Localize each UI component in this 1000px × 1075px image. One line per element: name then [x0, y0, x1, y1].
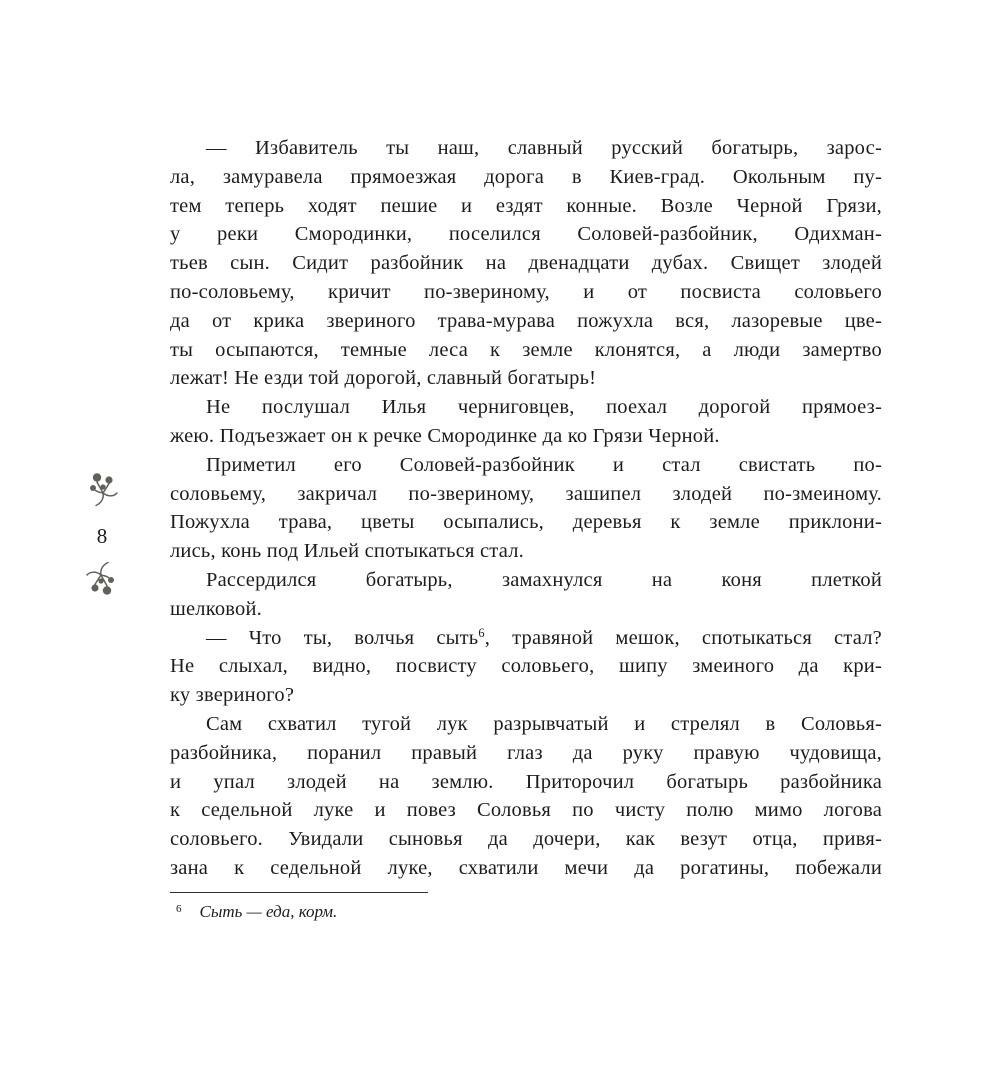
text-line: соловьего. Увидали сыновья да дочери, как везут отца, привя-: [170, 828, 882, 851]
text-line: разбойника, поранил правый глаз да руку правую чудовища,: [170, 741, 882, 764]
text-line: Не слыхал, видно, посвисту соловьего, шипу змеиного да кри-: [170, 655, 882, 678]
berry-sprig-ornament-icon: [84, 560, 118, 596]
text-line: ты осыпаются, темные леса к земле клонятся, а люди замертво: [170, 338, 882, 361]
text-line: Пожухла трава, цветы осыпались, деревья к земле приклони-: [170, 511, 882, 534]
text-line: соловьему, закричал по-звериному, зашипел злодей по-змеиному.: [170, 482, 882, 505]
body-text: [170, 134, 882, 883]
text-line: — Избавитель ты наш, славный русский богатырь, зарос-: [206, 137, 882, 159]
text-line: лись, конь под Ильей спотыкаться стал.: [170, 540, 524, 563]
text-line: Приметил его Соловей-разбойник и стал свистать по-: [206, 453, 882, 476]
page-number: 8: [96, 524, 108, 548]
text-line: — Что ты, волчья сыть$^6$, травяной мешок, спотыкаться стал?: [206, 625, 882, 649]
text-line: и упал злодей на землю. Приторочил богатырь разбойника: [170, 770, 882, 793]
text-line: лежат! Не езди той дорогой, славный богатырь!: [170, 367, 597, 390]
footnote-marker: 6: [176, 903, 182, 915]
text-line: по-соловьему, кричит по-звериному, и от посвиста соловьего: [170, 280, 882, 303]
text-line: Рассердился богатырь, замахнулся на коня плеткой: [206, 568, 882, 591]
text-line: у реки Смородинки, поселился Соловей-разбойник, Одихман-: [170, 223, 882, 246]
text-line: Сам схватил тугой лук разрывчатый и стрелял в Соловья-: [206, 712, 882, 735]
text-line: жею. Подъезжает он к речке Смородинке да ко Грязи Черной.: [170, 424, 720, 447]
footnote-line: [170, 901, 882, 923]
text-line: ла, замуравела прямоезжая дорога в Киев-град. Окольным пу-: [170, 165, 882, 188]
text-line: тем теперь ходят пешие и ездят конные. Возле Черной Грязи,: [170, 194, 882, 217]
text-line: зана к седельной луке, схватили мечи да рогатины, побежали: [170, 856, 882, 879]
footnote-text: Сыть — еда, корм.: [199, 902, 338, 921]
footnote-separator: [170, 892, 428, 893]
berry-sprig-ornament-icon: [86, 472, 120, 508]
text-line: тьев сын. Сидит разбойник на двенадцати дубах. Свищет злодей: [170, 252, 882, 275]
text-line: шелковой.: [170, 597, 263, 620]
text-line: к седельной луке и повез Соловья по чисту полю мимо логова: [170, 799, 882, 822]
text-line: Не послушал Илья черниговцев, поехал дорогой прямоез-: [206, 396, 882, 419]
footnote-reference: 6: [478, 625, 485, 640]
footnote: [170, 892, 882, 923]
text-line: ку звериного?: [170, 684, 295, 707]
text-line: да от крика звериного трава-мурава пожухла вся, лазоревые цве-: [170, 309, 882, 332]
